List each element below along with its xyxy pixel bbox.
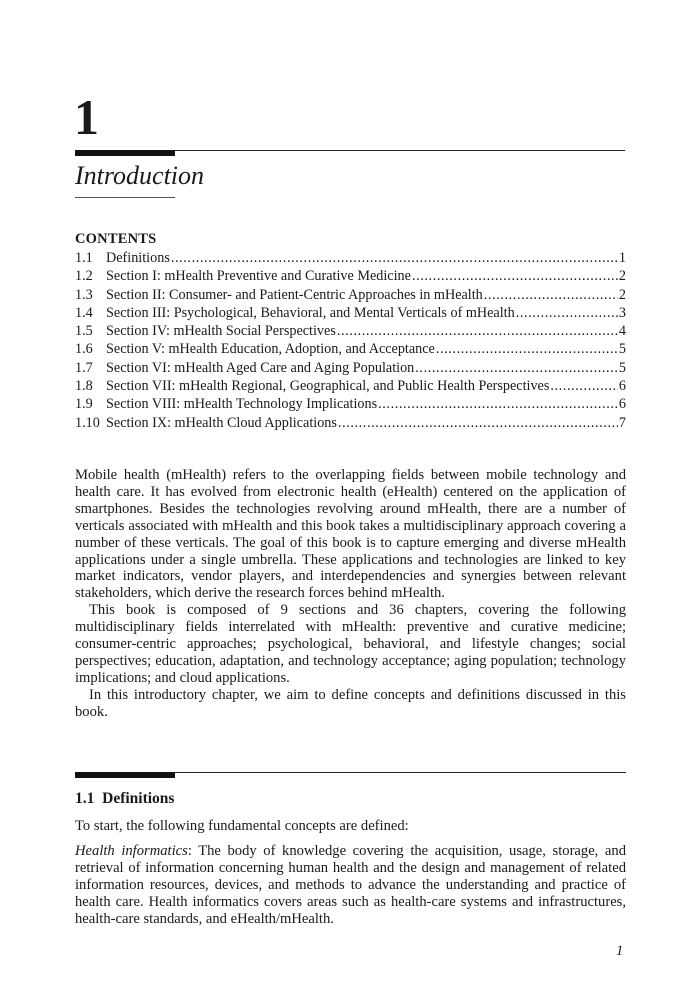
page-number: 1 [616,943,624,959]
toc-leader-dots [516,304,618,322]
toc-page: 6 [618,378,626,395]
toc-page: 1 [618,250,626,266]
toc-number: 1.10 [75,414,100,431]
chapter-title: Introduction [75,161,205,190]
intro-body [75,467,626,721]
toc-row[interactable] [75,340,626,358]
toc-row[interactable] [75,249,626,267]
toc-leader-dots [171,249,618,267]
toc-number: 1.1 [75,250,93,266]
toc-label: Section VII: mHealth Regional, Geographical, and Public Health Perspectives [106,378,550,395]
toc-page: 4 [618,323,626,340]
toc-leader-dots [415,359,618,377]
toc-row[interactable] [75,304,626,322]
toc-page: 2 [618,268,626,285]
body-paragraph: In this introductory chapter, we aim to define concepts and definitions discussed in this book. [75,686,626,720]
section-rule-thick [75,772,175,778]
toc-page: 7 [618,414,626,431]
toc-label: Section VI: mHealth Aged Care and Aging Population [106,359,415,376]
toc-leader-dots [337,322,618,340]
toc-row[interactable] [75,322,626,340]
toc-label: Section I: mHealth Preventive and Curative Medicine [106,268,411,285]
toc-label: Definitions [106,250,170,266]
toc-row[interactable] [75,414,626,432]
toc-leader-dots [338,414,618,432]
toc-number: 1.5 [75,323,93,340]
toc-label: Section II: Consumer- and Patient-Centric Approaches in mHealth [106,286,483,303]
definition-term: Health informatics [75,842,188,859]
toc-page: 3 [618,304,626,321]
toc-leader-dots [378,395,618,413]
toc-number: 1.2 [75,268,93,285]
toc-number: 1.9 [75,396,93,413]
toc-number: 1.4 [75,304,93,321]
toc-number: 1.6 [75,341,93,358]
chapter-rule-thick [75,150,175,156]
section-heading: 1.1 Definitions [75,790,175,807]
body-paragraph: This book is composed of 9 sections and 36 chapters, covering the following multidisciplinary fields interrelated with mHealth: preventive and curative medicine; consumer-centric approaches; psychological, behavioral, and lifestyle changes; social perspectives; education, adaptation, and technology acceptance; aging population; technology implications; and cloud applications. [75,602,626,686]
toc-leader-dots [550,377,618,395]
section-body [75,818,626,935]
body-paragraph: Mobile health (mHealth) refers to the overlapping fields between mobile technology and health care. It has evolved from electronic health (eHealth) centered on the application of smartphones. Besides the technologies revolving around mHealth, there are a number of verticals associated with mHealth and this book takes a multidisciplinary approach covering a number of these verticals. The goal of this book is to capture emerging and diverse mHealth applications under a single umbrella. These applications and technologies are linked to key market indicators, vendor players, and interdependencies and synergies between relevant stakeholders, which derive the research forces behind mHealth. [75,467,626,602]
toc-row[interactable] [75,395,626,413]
toc-label: Section IX: mHealth Cloud Applications [106,414,337,431]
toc-leader-dots [484,286,618,304]
table-of-contents [75,249,626,432]
toc-row[interactable] [75,286,626,304]
toc-page: 2 [618,286,626,303]
toc-label: Section VIII: mHealth Technology Implications [106,396,378,413]
toc-number: 1.7 [75,359,93,376]
toc-label: Section III: Psychological, Behavioral, and Mental Verticals of mHealth [106,304,515,321]
toc-number: 1.8 [75,378,93,395]
toc-row[interactable] [75,359,626,377]
chapter-number: 1 [74,89,99,145]
toc-label: Section V: mHealth Education, Adoption, and Acceptance [106,341,435,358]
toc-label: Section IV: mHealth Social Perspectives [106,323,336,340]
toc-row[interactable] [75,267,626,285]
definition-text: : The body of knowledge covering the acquisition, usage, storage, and retrieval of information concerning human health and the design and management of related information resources, devices, and methods to advance the understanding and practice of health care. Health informatics covers areas such as health-care systems and infrastructures, health-care standards, and eHealth/mHealth. [75,842,626,927]
chapter-title-underline [75,197,175,198]
toc-row[interactable] [75,377,626,395]
toc-page: 5 [618,359,626,376]
section-intro: To start, the following fundamental concepts are defined: [75,818,409,834]
toc-number: 1.3 [75,286,93,303]
toc-page: 6 [618,396,626,413]
definition-paragraph [75,843,626,928]
toc-page: 5 [618,341,626,358]
toc-leader-dots [412,267,618,285]
toc-leader-dots [436,340,618,358]
contents-heading: CONTENTS [75,231,157,247]
